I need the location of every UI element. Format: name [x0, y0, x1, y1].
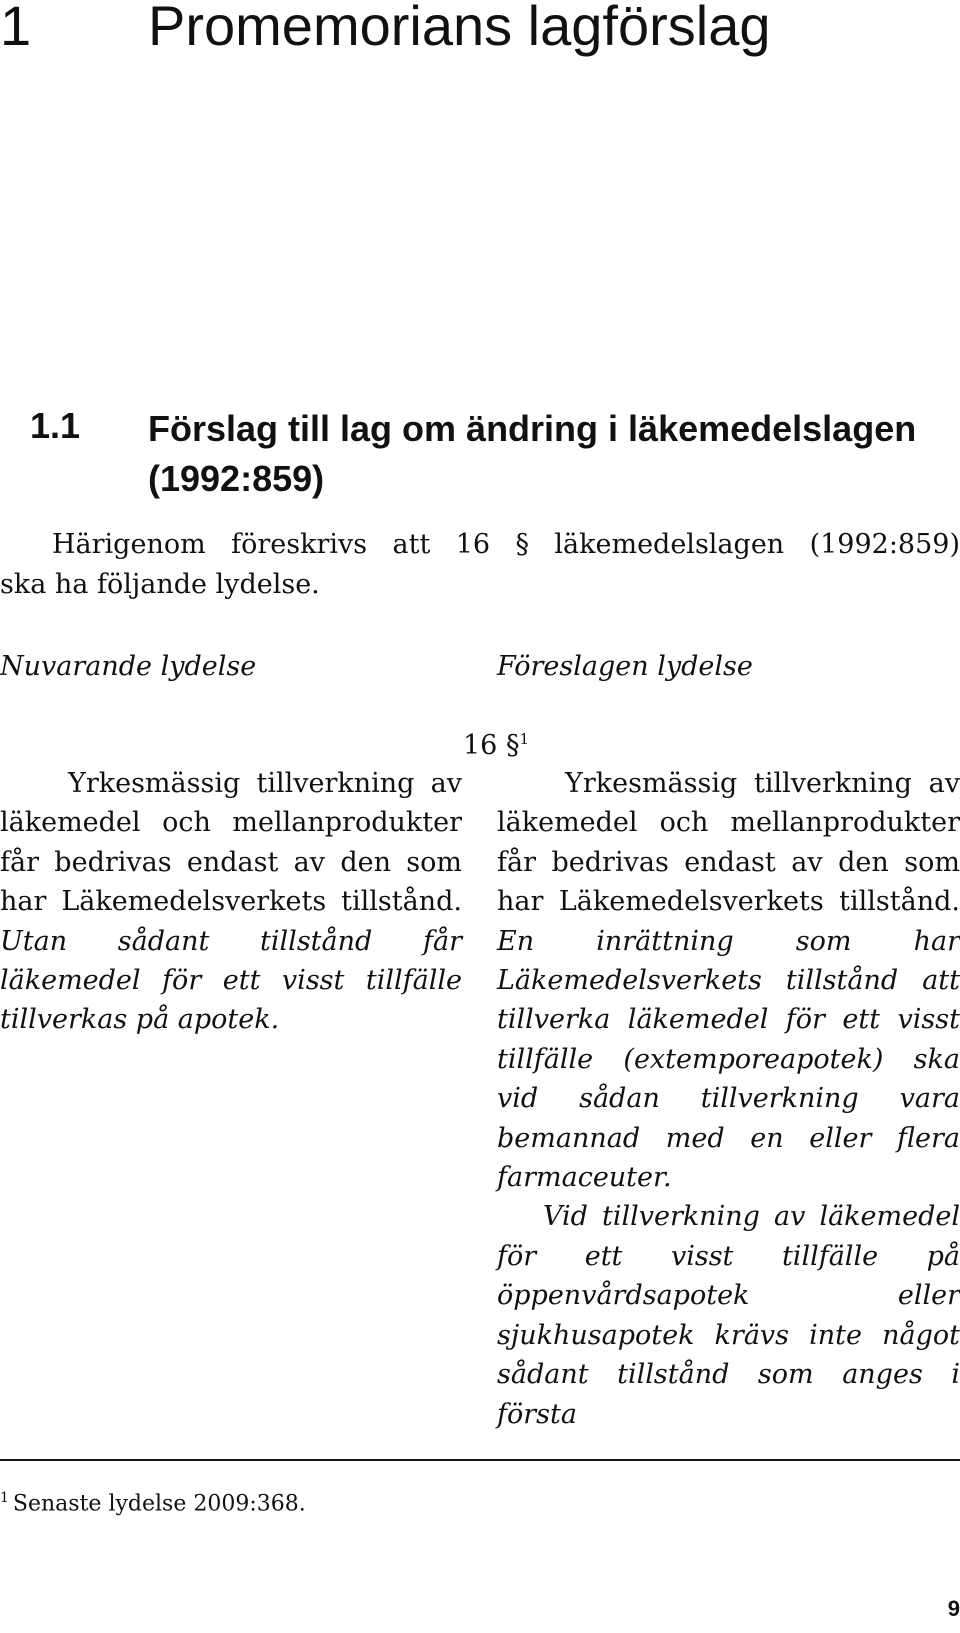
current-paragraph-1: [0, 764, 462, 1040]
proposed-paragraph-1: [497, 764, 960, 1197]
footnote-reference[interactable]: 1: [519, 730, 529, 748]
proposed-p1-regular: Yrkesmässig tillverkning av läkemedel och mellanprodukter får bedrivas endast av den som har Läkemedelsverkets tillstånd.: [497, 768, 960, 918]
footnote-divider: [0, 1459, 960, 1461]
current-wording-text: [0, 764, 462, 1040]
proposed-p1-italic: En inrättning som har Läkemedelsverkets tillstånd att tillverka läkemedel för ett visst tillfälle (extemporeapotek) ska vid sådan tillverkning vara bemannad med en eller flera farmaceuter.: [497, 925, 960, 1194]
section-sign-icon: §: [505, 730, 520, 761]
current-wording-heading: Nuvarande lydelse: [0, 651, 257, 682]
current-p1-italic: Utan sådant tillstånd får läkemedel för ett visst tillfälle tillverkas på apotek.: [0, 925, 462, 1036]
footnote-text: Senaste lydelse 2009:368.: [12, 1491, 306, 1517]
paragraph-number: 16: [463, 730, 498, 761]
intro-paragraph: [0, 525, 960, 605]
proposed-wording-heading: Föreslagen lydelse: [497, 651, 753, 682]
paragraph-mark: [463, 730, 529, 761]
proposed-wording-text: [497, 764, 960, 1434]
footnote-marker: 1: [0, 1490, 9, 1506]
page-number: 9: [947, 1596, 960, 1621]
chapter-number: 1: [0, 0, 32, 57]
section-title: Förslag till lag om ändring i läkemedelslagen (1992:859): [148, 408, 917, 499]
intro-line-2: ska ha följande lydelse.: [0, 569, 320, 600]
proposed-paragraph-2: Vid tillverkning av läkemedel för ett visst tillfälle på öppenvårdsapotek eller sjukhusapotek krävs inte något sådant tillstånd som anges i första: [497, 1201, 960, 1430]
chapter-title: Promemorians lagförslag: [148, 0, 771, 57]
footnote: [0, 1490, 306, 1516]
section-number: 1.1: [30, 405, 81, 446]
current-p1-regular: Yrkesmässig tillverkning av läkemedel och mellanprodukter får bedrivas endast av den som har Läkemedelsverkets tillstånd.: [0, 768, 462, 918]
intro-line-1: Härigenom föreskrivs att 16 § läkemedelslagen (1992:859): [52, 529, 960, 560]
